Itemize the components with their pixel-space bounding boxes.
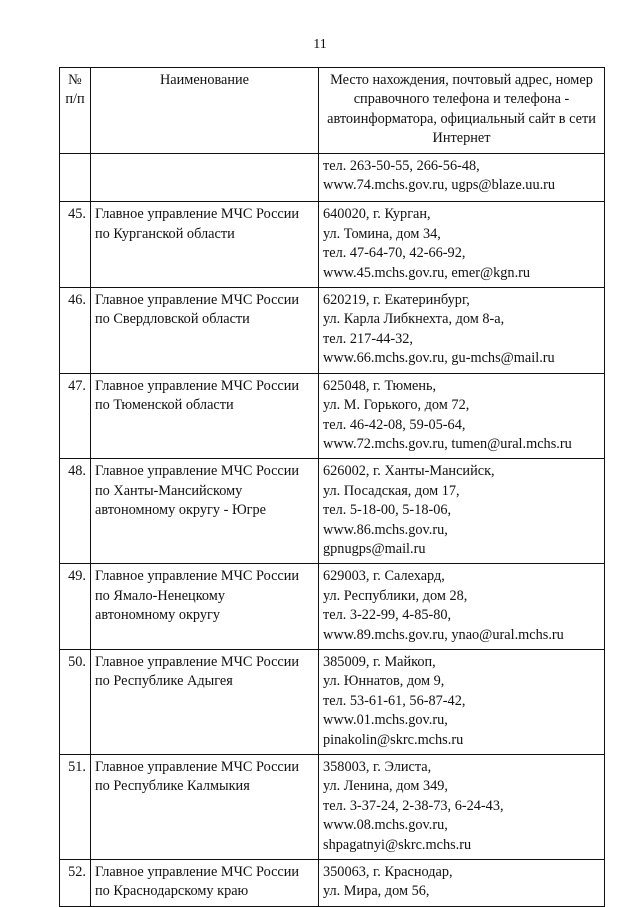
- address-line: тел. 47-64-70, 42-66-92,: [323, 245, 466, 262]
- organization-name: [91, 373, 319, 459]
- organization-name: [91, 755, 319, 860]
- address-line: 626002, г. Ханты-Мансийск,: [323, 463, 495, 480]
- organization-name: [91, 288, 319, 374]
- organization-address: [319, 860, 605, 907]
- address-line: www.72.mchs.gov.ru, tumen@ural.mchs.ru: [323, 435, 572, 452]
- name-line: Главное управление МЧС России: [95, 377, 300, 394]
- address-line: gpnugps@mail.ru: [323, 540, 426, 557]
- table-row: [60, 202, 605, 288]
- row-number: 51.: [60, 755, 91, 860]
- row-number: 49.: [60, 564, 91, 650]
- continuation-num-cell: [60, 153, 91, 202]
- name-line: Главное управление МЧС России: [95, 864, 300, 881]
- address-line: тел. 53-61-61, 56-87-42,: [323, 692, 466, 709]
- name-line: по Курганской области: [95, 225, 235, 242]
- table-row: [60, 373, 605, 459]
- header-number: [60, 68, 91, 154]
- address-line: pinakolin@skrc.mchs.ru: [323, 731, 464, 748]
- name-line: Главное управление МЧС России: [95, 568, 300, 585]
- organization-name: [91, 564, 319, 650]
- table-row: [60, 860, 605, 907]
- organization-name: [91, 202, 319, 288]
- name-line: Главное управление МЧС России: [95, 292, 300, 309]
- row-number: 52.: [60, 860, 91, 907]
- name-line: по Республике Калмыкия: [95, 778, 250, 795]
- address-line: www.86.mchs.gov.ru,: [323, 521, 448, 538]
- continuation-address-cell: [319, 153, 605, 202]
- organization-address: [319, 459, 605, 564]
- continuation-row: [60, 153, 605, 202]
- name-line: по Тюменской области: [95, 397, 234, 414]
- registry-table: [59, 67, 605, 907]
- address-line: ул. Ленина, дом 349,: [323, 778, 448, 795]
- address-line: www.45.mchs.gov.ru, emer@kgn.ru: [323, 264, 531, 281]
- address-line: тел. 3-37-24, 2-38-73, 6-24-43,: [323, 797, 504, 814]
- name-line: по Ханты-Мансийскому: [95, 482, 243, 499]
- address-line: 629003, г. Салехард,: [323, 568, 445, 585]
- name-line: по Краснодарскому краю: [95, 883, 249, 900]
- address-line: тел. 3-22-99, 4-85-80,: [323, 607, 452, 624]
- organization-address: [319, 564, 605, 650]
- row-number: 47.: [60, 373, 91, 459]
- row-number: 46.: [60, 288, 91, 374]
- table-row: [60, 459, 605, 564]
- address-line: www.74.mchs.gov.ru, ugps@blaze.uu.ru: [323, 177, 556, 194]
- address-line: ул. Томина, дом 34,: [323, 225, 441, 242]
- organization-name: [91, 860, 319, 907]
- row-number: 48.: [60, 459, 91, 564]
- name-line: Главное управление МЧС России: [95, 463, 300, 480]
- header-number-line: п/п: [65, 91, 85, 108]
- address-line: 640020, г. Курган,: [323, 206, 431, 223]
- page-number: 11: [313, 37, 327, 52]
- row-number: 50.: [60, 649, 91, 754]
- organization-address: [319, 373, 605, 459]
- address-line: www.01.mchs.gov.ru,: [323, 712, 448, 729]
- address-line: тел. 46-42-08, 59-05-64,: [323, 416, 466, 433]
- address-line: тел. 5-18-00, 5-18-06,: [323, 502, 452, 519]
- header-number-line: №: [68, 72, 82, 88]
- address-line: ул. Посадская, дом 17,: [323, 482, 460, 499]
- address-line: ул. Мира, дом 56,: [323, 883, 430, 900]
- header-address: Место нахождения, почтовый адрес, номер справочного телефона и телефона - автоинформатора, официальный сайт в сети Интернет: [319, 68, 605, 154]
- header-name: Наименование: [91, 68, 319, 154]
- address-line: ул. Карла Либкнехта, дом 8-а,: [323, 311, 505, 328]
- address-line: ул. М. Горького, дом 72,: [323, 397, 470, 414]
- row-number: 45.: [60, 202, 91, 288]
- address-line: www.89.mchs.gov.ru, ynao@ural.mchs.ru: [323, 626, 564, 643]
- table-row: [60, 288, 605, 374]
- organization-address: [319, 202, 605, 288]
- table-row: [60, 564, 605, 650]
- name-line: Главное управление МЧС России: [95, 653, 300, 670]
- address-line: тел. 217-44-32,: [323, 330, 414, 347]
- address-line: 358003, г. Элиста,: [323, 759, 432, 775]
- name-line: по Республике Адыгея: [95, 673, 233, 690]
- name-line: автономному округу: [95, 607, 221, 624]
- name-line: по Свердловской области: [95, 311, 250, 328]
- address-line: www.66.mchs.gov.ru, gu-mchs@mail.ru: [323, 350, 555, 367]
- name-line: по Ямало-Ненецкому: [95, 587, 225, 604]
- name-line: Главное управление МЧС России: [95, 206, 300, 223]
- table-header-row: [60, 68, 605, 154]
- organization-name: [91, 459, 319, 564]
- address-line: тел. 263-50-55, 266-56-48,: [323, 157, 480, 174]
- continuation-name-cell: [91, 153, 319, 202]
- address-line: www.08.mchs.gov.ru,: [323, 817, 448, 834]
- table-row: [60, 755, 605, 860]
- address-line: ул. Республики, дом 28,: [323, 587, 468, 604]
- address-line: 625048, г. Тюмень,: [323, 377, 437, 394]
- organization-address: [319, 755, 605, 860]
- name-line: автономному округу - Югре: [95, 502, 266, 519]
- organization-address: [319, 288, 605, 374]
- address-line: ул. Юннатов, дом 9,: [323, 673, 445, 690]
- address-line: shpagatnyi@skrc.mchs.ru: [323, 836, 472, 853]
- organization-name: [91, 649, 319, 754]
- organization-address: [319, 649, 605, 754]
- name-line: Главное управление МЧС России: [95, 759, 300, 775]
- address-line: 620219, г. Екатеринбург,: [323, 292, 470, 309]
- table-row: [60, 649, 605, 754]
- address-line: 385009, г. Майкоп,: [323, 653, 436, 670]
- address-line: 350063, г. Краснодар,: [323, 864, 453, 881]
